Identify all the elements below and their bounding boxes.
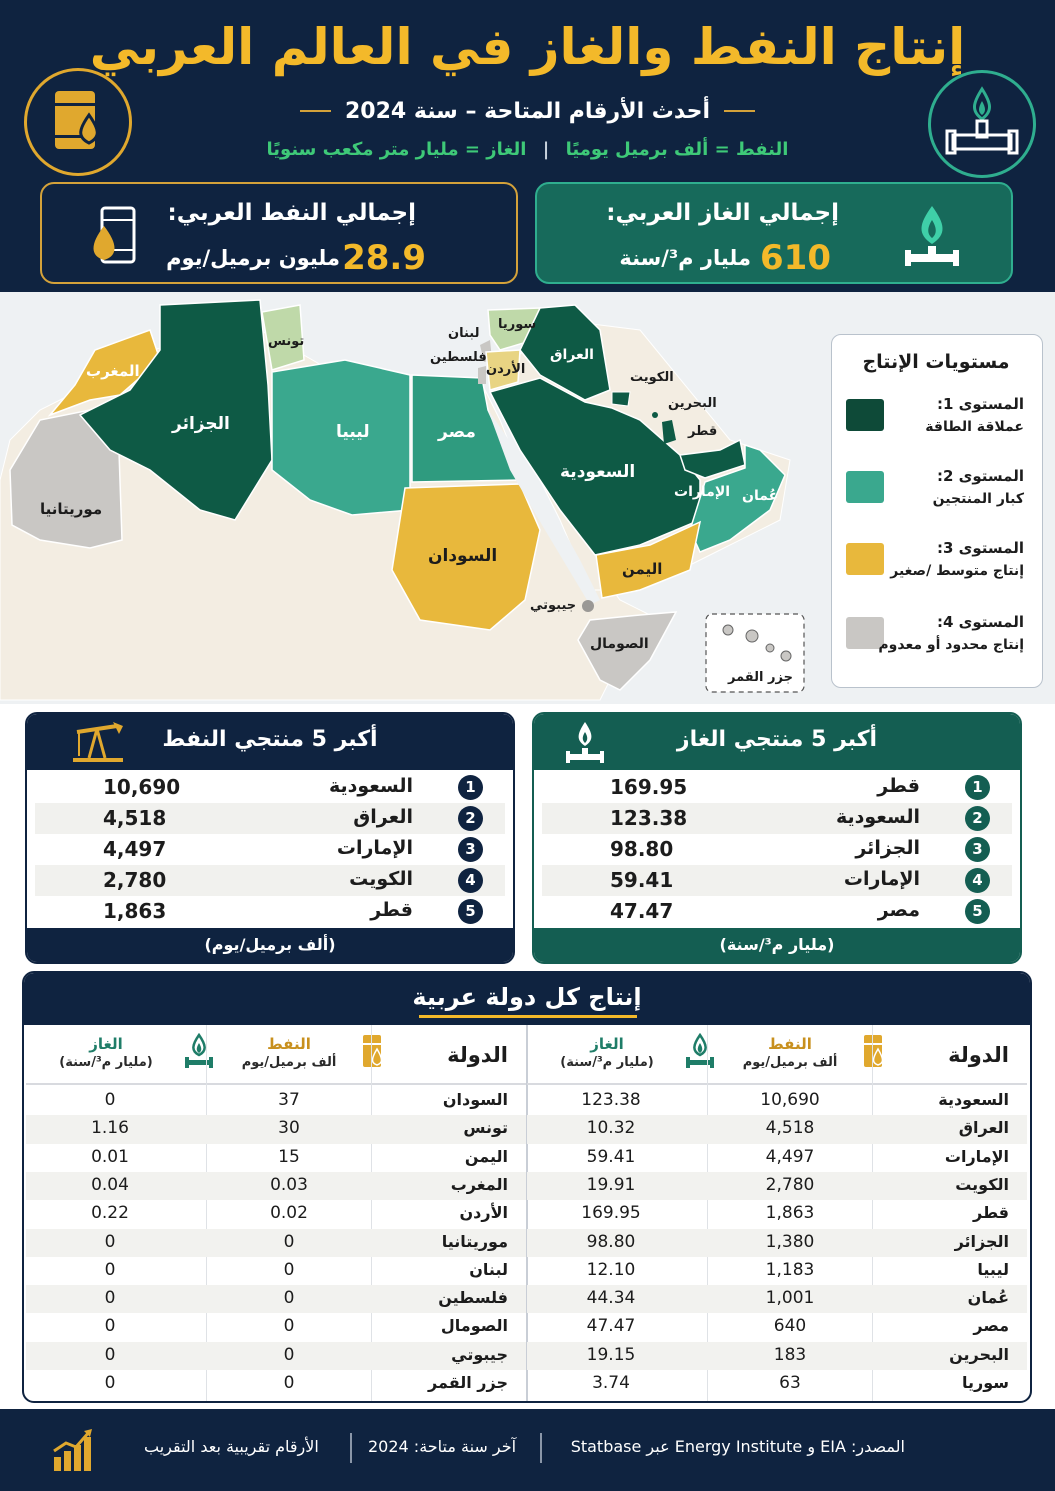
column-header-gas: [26, 1035, 186, 1070]
country-name: ليبيا: [977, 1259, 1009, 1279]
table-row: [26, 1285, 526, 1313]
gas-header-label: الغاز: [89, 1035, 123, 1053]
oil-value: 0: [283, 1344, 295, 1365]
oil-header-unit: ألف برميل/يوم: [241, 1055, 337, 1070]
table-row: [527, 1285, 1027, 1313]
page-title: إنتاج النفط والغاز في العالم العربي: [89, 18, 966, 76]
rank-badge: 5: [458, 899, 483, 924]
oil-total-unit: مليون برميل/يوم: [166, 246, 340, 270]
gas-total-card: [535, 182, 1013, 284]
oil-barrel-icon: [860, 1033, 886, 1071]
oil-value: 1,863: [765, 1203, 815, 1224]
country-name: الأردن: [459, 1203, 508, 1223]
legend-name: المستوى 4:: [936, 613, 1024, 631]
top5-oil-card: [25, 712, 515, 964]
map-label-mauritania: موريتانيا: [40, 500, 103, 518]
gas-value: 0.01: [91, 1146, 129, 1167]
country-name: فلسطين: [438, 1288, 508, 1308]
table-row: [527, 1172, 1027, 1200]
gas-value: 98.80: [586, 1231, 636, 1252]
top5-row: [542, 834, 1012, 865]
gas-flame-pipe-icon: [928, 70, 1036, 178]
oil-value: 4,518: [103, 806, 167, 830]
footer-year: آخر سنة متاحة: 2024: [368, 1437, 517, 1456]
table-row: [26, 1087, 526, 1115]
top5-row: [35, 803, 505, 834]
country-name: جيبوتي: [451, 1344, 508, 1364]
oil-value: 0: [283, 1288, 295, 1309]
rank-badge: 4: [965, 868, 990, 893]
legend-swatch: [846, 399, 884, 431]
oil-value: 15: [278, 1146, 300, 1167]
oil-value: 0: [283, 1259, 295, 1280]
table-row: [26, 1200, 526, 1228]
country-name: السعودية: [328, 775, 413, 797]
gas-flame-icon: [562, 718, 608, 770]
header-divider: [527, 1083, 1027, 1085]
map-label-djibouti: جيبوتي: [530, 598, 577, 613]
map-label-algeria: الجزائر: [172, 414, 230, 434]
column-header-gas: [527, 1035, 687, 1070]
footer-separator: [540, 1433, 542, 1463]
top5-row: [35, 772, 505, 803]
footer-bar: [0, 1409, 1055, 1491]
rank-badge: 5: [965, 899, 990, 924]
gas-value: 0: [104, 1231, 116, 1252]
table-row: [26, 1313, 526, 1341]
map-label-somalia: الصومال: [590, 636, 649, 652]
top5-row: [542, 772, 1012, 803]
legend-desc: عملاقة الطاقة: [925, 419, 1024, 435]
map-label-sudan: السودان: [428, 546, 498, 566]
oil-value: 4,518: [765, 1118, 815, 1139]
gas-value: 47.47: [586, 1316, 636, 1337]
oil-value: 4,497: [765, 1146, 815, 1167]
legend-desc: إنتاج محدود أو معدوم: [878, 637, 1024, 653]
map-label-qatar: قطر: [688, 424, 718, 439]
gas-header-unit: (مليار م³/سنة): [560, 1055, 654, 1070]
units-legend: [0, 139, 1055, 160]
top5-row: [35, 896, 505, 927]
top5-gas-header: [534, 714, 1020, 770]
country-name: مصر: [973, 1316, 1009, 1336]
gas-value: 0.22: [91, 1203, 129, 1224]
gas-value: 3.74: [592, 1373, 630, 1393]
gas-header-unit: (مليار م³/سنة): [59, 1055, 153, 1070]
country-name: اليمن: [464, 1146, 508, 1166]
table-row: [527, 1313, 1027, 1341]
gas-value: 59.41: [586, 1146, 636, 1167]
oil-total-label: إجمالي النفط العربي:: [167, 200, 416, 226]
gas-value: 47.47: [610, 899, 674, 923]
top5-oil-title: أكبر 5 منتجي النفط: [162, 727, 378, 752]
table-row: [26, 1115, 526, 1143]
country-name: قطر: [877, 775, 920, 797]
map-label-comoros: جزر القمر: [728, 670, 793, 685]
country-name: الجزائر: [855, 837, 920, 859]
country-name: السعودية: [938, 1090, 1009, 1109]
gas-value: 0: [104, 1373, 116, 1393]
top5-gas-unit: (مليار م³/سنة): [534, 928, 1020, 962]
rank-badge: 1: [965, 775, 990, 800]
oil-value: 640: [773, 1316, 807, 1337]
country-name: قطر: [370, 899, 413, 921]
rank-badge: 4: [458, 868, 483, 893]
map-kuwait: [612, 392, 630, 406]
rank-badge: 1: [458, 775, 483, 800]
map-label-jordan: الأردن: [486, 362, 526, 377]
map-djibouti: [582, 600, 594, 612]
oil-value: 1,863: [103, 899, 167, 923]
bar-chart-growth-icon: [50, 1427, 96, 1477]
map-label-libya: ليبيا: [336, 422, 370, 442]
country-production-table: [22, 971, 1032, 1403]
map-comoros: [781, 651, 791, 661]
gas-value: 123.38: [581, 1090, 641, 1110]
country-name: العراق: [958, 1118, 1009, 1138]
rank-badge: 2: [965, 806, 990, 831]
oil-value: 0: [283, 1373, 295, 1393]
map-label-oman: عُمان: [742, 488, 779, 504]
gas-value: 10.32: [586, 1118, 636, 1139]
table-header-bar: [24, 973, 1030, 1025]
country-name: سوريا: [962, 1373, 1009, 1392]
table-row: [26, 1257, 526, 1285]
oil-header-label: النفط: [768, 1035, 812, 1053]
oil-value: 2,780: [103, 868, 167, 892]
map-legend: [831, 334, 1043, 688]
table-row: [527, 1115, 1027, 1143]
top5-row: [35, 834, 505, 865]
country-name: الكويت: [955, 1174, 1009, 1194]
gas-flame-icon: [685, 1033, 715, 1071]
units-gas: الغاز = مليار متر مكعب سنويًا: [266, 139, 527, 160]
country-name: البحرين: [949, 1344, 1009, 1364]
gas-value: 0.04: [91, 1174, 129, 1195]
map-comoros: [723, 625, 733, 635]
oil-barrel-drop-icon: [24, 68, 132, 176]
legend-desc: إنتاج متوسط /صغير: [890, 563, 1024, 579]
map-bahrain: [652, 412, 658, 418]
rank-badge: 3: [458, 837, 483, 862]
table-row: [26, 1342, 526, 1370]
country-name: السعودية: [835, 806, 920, 828]
country-name: الصومال: [440, 1316, 508, 1336]
gas-value: 12.10: [586, 1259, 636, 1280]
top5-row: [542, 803, 1012, 834]
gas-flame-icon: [897, 200, 967, 274]
legend-desc: كبار المنتجين: [932, 491, 1024, 507]
map-label-morocco: المغرب: [86, 362, 140, 380]
rank-badge: 2: [458, 806, 483, 831]
header-divider: [26, 1083, 526, 1085]
column-header-country: الدولة: [447, 1043, 508, 1067]
map-label-bahrain: البحرين: [668, 396, 717, 411]
map-label-kuwait: الكويت: [630, 370, 674, 385]
top5-row: [542, 865, 1012, 896]
oil-value: 10,690: [103, 775, 181, 799]
gas-value: 0: [104, 1288, 116, 1309]
legend-item-level2: [842, 465, 1034, 525]
rank-badge: 3: [965, 837, 990, 862]
table-title: إنتاج كل دولة عربية: [412, 983, 642, 1011]
country-name: الكويت: [349, 868, 413, 890]
gas-value: 1.16: [91, 1118, 129, 1139]
legend-name: المستوى 3:: [936, 539, 1024, 557]
gas-value: 19.91: [586, 1174, 636, 1195]
oil-value: 1,380: [765, 1231, 815, 1252]
legend-item-level1: [842, 393, 1034, 453]
gas-total-label: إجمالي الغاز العربي:: [606, 200, 839, 226]
column-header-oil: [715, 1035, 865, 1070]
map-label-yemen: اليمن: [622, 560, 663, 578]
map-label-uae: الإمارات: [674, 484, 731, 500]
oil-header-label: النفط: [267, 1035, 311, 1053]
table-row: [527, 1087, 1027, 1115]
top5-oil-header: [27, 714, 513, 770]
legend-item-level3: [842, 537, 1034, 597]
gas-value: 98.80: [610, 837, 674, 861]
footer-note: الأرقام تقريبية بعد التقريب: [144, 1437, 319, 1456]
country-name: تونس: [463, 1118, 508, 1138]
gas-header-label: الغاز: [590, 1035, 624, 1053]
subtitle-row: [300, 96, 755, 126]
gas-value: 19.15: [586, 1344, 636, 1365]
map-label-syria: سوريا: [498, 317, 537, 332]
gas-total-unit: مليار م³/سنة: [619, 246, 751, 270]
map-comoros: [746, 630, 758, 642]
top5-gas-title: أكبر 5 منتجي الغاز: [676, 727, 878, 752]
oil-barrel-icon: [359, 1033, 385, 1071]
map-label-iraq: العراق: [550, 347, 594, 363]
map-comoros: [766, 644, 774, 652]
oil-value: 30: [278, 1118, 300, 1139]
oil-value: 2,780: [765, 1174, 815, 1195]
country-name: عُمان: [967, 1288, 1009, 1308]
gas-value: 123.38: [610, 806, 688, 830]
table-half-right: [527, 1025, 1027, 1403]
oil-pumpjack-icon: [71, 718, 127, 770]
table-row: [527, 1229, 1027, 1257]
map-label-palestine: فلسطين: [430, 350, 487, 365]
oil-value: 0: [283, 1316, 295, 1337]
country-name: قطر: [972, 1203, 1009, 1223]
top5-gas-card: [532, 712, 1022, 964]
subtitle-divider: [300, 110, 331, 112]
table-row: [26, 1172, 526, 1200]
oil-value: 183: [773, 1344, 807, 1365]
country-name: موريتانيا: [441, 1231, 508, 1251]
table-row: [26, 1229, 526, 1257]
country-name: لبنان: [469, 1259, 508, 1279]
oil-value: 37: [278, 1090, 300, 1110]
oil-value: 0: [283, 1231, 295, 1252]
legend-name: المستوى 2:: [936, 467, 1024, 485]
country-name: السودان: [442, 1090, 508, 1109]
gas-value: 59.41: [610, 868, 674, 892]
oil-barrel-drop-icon: [82, 202, 146, 272]
country-name: مصر: [877, 899, 920, 921]
header-banner: [0, 0, 1055, 292]
oil-value: 63: [779, 1373, 801, 1393]
oil-header-unit: ألف برميل/يوم: [742, 1055, 838, 1070]
oil-total-value: 28.9: [342, 238, 426, 278]
gas-value: 0: [104, 1090, 116, 1110]
column-header-oil: [214, 1035, 364, 1070]
country-name: جزر القمر: [428, 1373, 508, 1392]
gas-value: 169.95: [581, 1203, 641, 1224]
table-row: [527, 1144, 1027, 1172]
oil-total-card: [40, 182, 518, 284]
subtitle-divider: [724, 110, 755, 112]
legend-swatch: [846, 471, 884, 503]
column-header-country: الدولة: [948, 1043, 1009, 1067]
legend-title: مستويات الإنتاج: [862, 351, 1010, 373]
country-name: الجزائر: [954, 1231, 1009, 1251]
gas-flame-icon: [184, 1033, 214, 1071]
legend-item-level4: [842, 611, 1034, 671]
title-underline: [419, 1015, 637, 1018]
country-name: العراق: [353, 806, 413, 828]
table-row: [527, 1370, 1027, 1398]
oil-value: 10,690: [760, 1090, 820, 1110]
legend-swatch: [846, 543, 884, 575]
oil-value: 0.03: [270, 1174, 308, 1195]
top5-oil-unit: (ألف برميل/يوم): [27, 928, 513, 962]
gas-total-value: 610: [760, 238, 831, 278]
country-name: المغرب: [450, 1174, 508, 1194]
oil-value: 4,497: [103, 837, 167, 861]
map-label-tunisia: تونس: [268, 334, 305, 349]
map-label-lebanon: لبنان: [448, 326, 480, 341]
table-row: [26, 1370, 526, 1398]
country-name: الإمارات: [843, 868, 920, 890]
gas-value: 169.95: [610, 775, 688, 799]
units-separator: |: [542, 139, 550, 160]
top5-row: [35, 865, 505, 896]
table-row: [26, 1144, 526, 1172]
table-row: [527, 1200, 1027, 1228]
oil-value: 0.02: [270, 1203, 308, 1224]
gas-value: 0: [104, 1316, 116, 1337]
top5-row: [542, 896, 1012, 927]
footer-separator: [350, 1433, 352, 1463]
legend-name: المستوى 1:: [936, 395, 1024, 413]
map-label-egypt: مصر: [438, 422, 476, 442]
table-half-left: [26, 1025, 526, 1403]
gas-value: 44.34: [586, 1288, 636, 1309]
oil-value: 1,001: [765, 1288, 815, 1309]
table-row: [527, 1342, 1027, 1370]
map-palestine: [478, 366, 486, 384]
units-oil: النفط = ألف برميل يوميًا: [565, 139, 789, 160]
country-name: الإمارات: [336, 837, 413, 859]
table-row: [527, 1257, 1027, 1285]
gas-value: 0: [104, 1344, 116, 1365]
footer-source: المصدر: EIA و Energy Institute عبر Statbase: [570, 1437, 905, 1456]
country-name: الإمارات: [944, 1146, 1009, 1166]
oil-value: 1,183: [765, 1259, 815, 1280]
gas-value: 0: [104, 1259, 116, 1280]
map-label-saudi: السعودية: [560, 462, 636, 482]
subtitle: أحدث الأرقام المتاحة – سنة 2024: [344, 98, 711, 124]
